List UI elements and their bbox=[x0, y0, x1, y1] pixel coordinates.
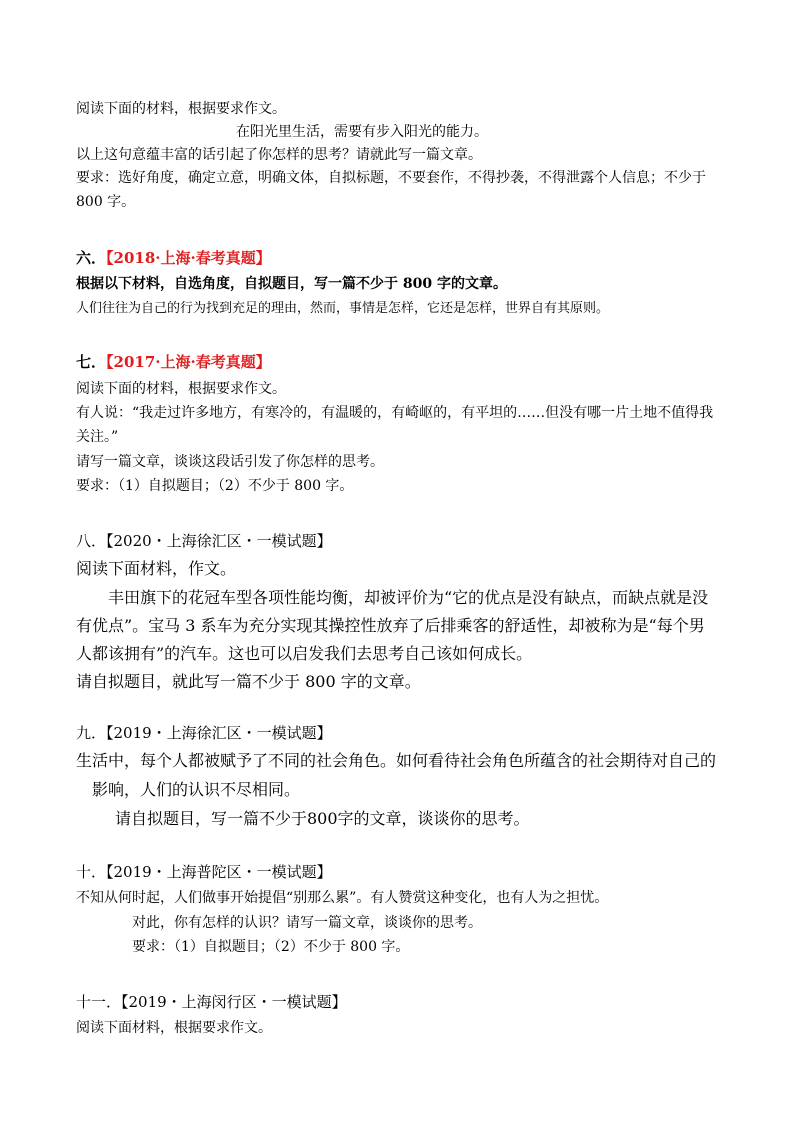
section-6-material: 人们往往为自己的行为找到充足的理由，然而，事情是怎样，它还是怎样，世界自有其原则。 bbox=[76, 301, 610, 316]
section-7-prompt: 请写一篇文章，谈谈这段话引发了你怎样的思考。 bbox=[76, 454, 384, 470]
instruction-line: 阅读下面的材料，根据要求作文。 bbox=[76, 101, 286, 117]
section-6-heading bbox=[76, 247, 271, 268]
section-10-material: 不知从何时起，人们做事开始提倡“别那么累”。有人赞赏这种变化，也有人为之担忧。 bbox=[76, 890, 609, 906]
section-7-tag: 【2017·上海·春考真题】 bbox=[106, 353, 271, 371]
quote-line: 在阳光里生活，需要有步入阳光的能力。 bbox=[236, 124, 488, 140]
section-9-material: 生活中，每个人都被赋予了不同的社会角色。如何看待社会角色所蕴含的社会期待对自己的 bbox=[76, 751, 717, 770]
section-8-heading: 八．【2020・上海徐汇区・一模试题】 bbox=[76, 532, 332, 550]
section-11-heading: 十一．【2019・上海闵行区・一模试题】 bbox=[76, 993, 347, 1011]
section-7-heading bbox=[76, 351, 271, 372]
section-11-instruction: 阅读下面材料，根据要求作文。 bbox=[76, 1020, 272, 1036]
section-10-requirement: 要求：（1）自拟题目；（2）不少于 800 字。 bbox=[132, 939, 410, 955]
section-9-heading: 九．【2019・上海徐汇区・一模试题】 bbox=[76, 724, 332, 742]
section-7-instruction: 阅读下面的材料，根据要求作文。 bbox=[76, 381, 286, 397]
section-8-instruction: 阅读下面材料，作文。 bbox=[76, 559, 237, 578]
requirement-line: 要求：选好角度，确定立意，明确文体，自拟标题，不要套作，不得抄袭，不得泄露个人信息；不少于 bbox=[76, 170, 706, 186]
section-6-number: 六． bbox=[76, 249, 107, 267]
section-8-prompt: 请自拟题目，就此写一篇不少于 800 字的文章。 bbox=[76, 672, 421, 691]
requirement-line-cont: 800 字。 bbox=[76, 194, 136, 210]
section-10-heading: 十．【2019・上海普陀区・一模试题】 bbox=[76, 863, 332, 881]
section-8-material-cont-2: 人都该拥有”的汽车。这也可以启发我们去思考自己该如何成长。 bbox=[76, 644, 533, 663]
section-7-material-cont: 关注。” bbox=[76, 429, 119, 445]
prompt-line: 以上这句意蕴丰富的话引起了你怎样的思考？请就此写一篇文章。 bbox=[76, 147, 482, 163]
section-9-material-cont: 影响，人们的认识不尽相同。 bbox=[92, 780, 301, 799]
section-7-material: 有人说：“我走过许多地方，有寒冷的，有温暖的，有崎岖的，有平坦的……但没有哪一片土地不值得我 bbox=[76, 405, 714, 421]
section-6-tag: 【2018·上海·春考真题】 bbox=[106, 249, 271, 267]
section-9-prompt: 请自拟题目，写一篇不少于800字的文章，谈谈你的思考。 bbox=[115, 809, 530, 828]
section-7-requirement: 要求：（1）自拟题目；（2）不少于 800 字。 bbox=[76, 478, 354, 494]
section-8-material-cont-1: 有优点”。宝马 3 系车为充分实现其操控性放弃了后排乘客的舒适性，却被称为是“每个男 bbox=[76, 616, 705, 635]
section-6-instruction: 根据以下材料，自选角度，自拟题目，写一篇不少于 800 字的文章。 bbox=[76, 276, 507, 292]
section-8-material: 丰田旗下的花冠车型各项性能均衡，却被评价为“它的优点是没有缺点，而缺点就是没 bbox=[108, 588, 709, 607]
section-10-prompt: 对此，你有怎样的认识？请写一篇文章，谈谈你的思考。 bbox=[132, 915, 482, 931]
section-7-number: 七． bbox=[76, 353, 107, 371]
